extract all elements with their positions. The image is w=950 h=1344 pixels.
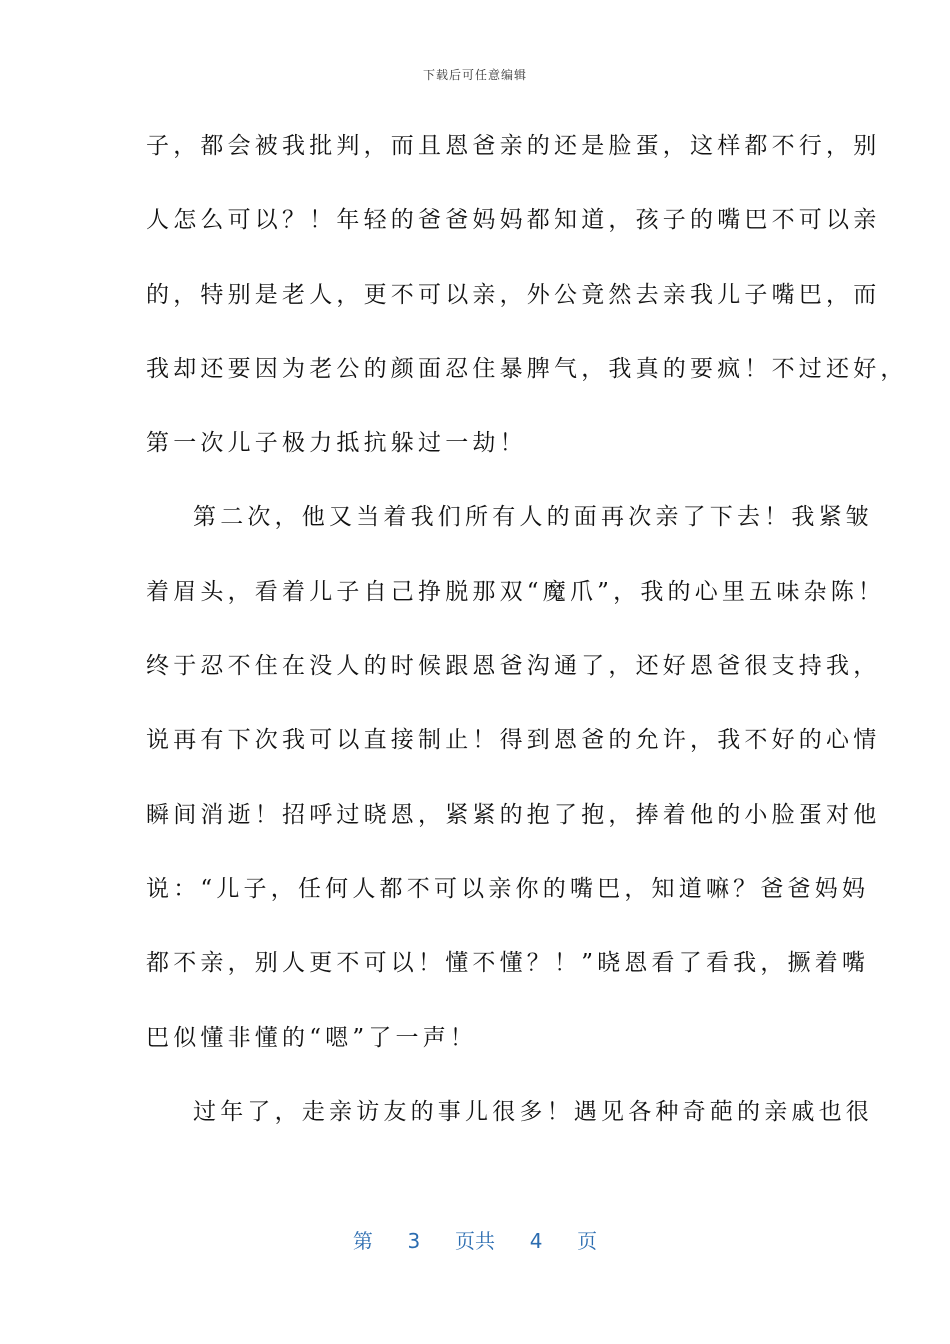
text-line: 我却还要因为老公的颜面忍住暴脾气，我真的要疯！不过还好， [146, 355, 908, 382]
paragraph-start-line: 过年了，走亲访友的事儿很多！遇见各种奇葩的亲戚也很 [193, 1098, 873, 1125]
text-line: 说：“儿子，任何人都不可以亲你的嘴巴，知道嘛？爸爸妈妈 [146, 875, 870, 902]
text-line: 巴似懂非懂的“嗯”了一声！ [146, 1024, 478, 1051]
text-line: 着眉头，看着儿子自己挣脱那双“魔爪”，我的心里五味杂陈！ [146, 578, 886, 605]
text-line: 第一次儿子极力抵抗躲过一劫！ [146, 430, 527, 457]
document-body [146, 124, 908, 1164]
header-note: 下载后可任意编辑 [422, 68, 527, 82]
paragraph-start-line: 第二次，他又当着我们所有人的面再次亲了下去！我紧皱 [193, 504, 873, 531]
text-line: 都不亲，别人更不可以！懂不懂？！”晓恩看了看我，撅着嘴 [146, 950, 870, 977]
text-line: 说再有下次我可以直接制止！得到恩爸的允许，我不好的心情 [146, 727, 881, 754]
text-line: 人怎么可以？！年轻的爸爸妈妈都知道，孩子的嘴巴不可以亲 [146, 207, 881, 234]
total-pages-number: 4 [529, 1229, 543, 1253]
footer-prefix: 第 [352, 1229, 373, 1253]
text-line: 的，特别是老人，更不可以亲，外公竟然去亲我儿子嘴巴，而 [146, 281, 881, 308]
text-line: 终于忍不住在没人的时候跟恩爸沟通了，还好恩爸很支持我， [146, 653, 881, 680]
footer-suffix: 页 [577, 1229, 598, 1253]
footer-middle: 页共 [455, 1229, 495, 1253]
text-line: 瞬间消逝！招呼过晓恩，紧紧的抱了抱，捧着他的小脸蛋对他 [146, 801, 881, 828]
current-page-number: 3 [407, 1229, 421, 1253]
text-line: 子，都会被我批判，而且恩爸亲的还是脸蛋，这样都不行，别 [146, 133, 881, 159]
page-footer [0, 1225, 950, 1254]
